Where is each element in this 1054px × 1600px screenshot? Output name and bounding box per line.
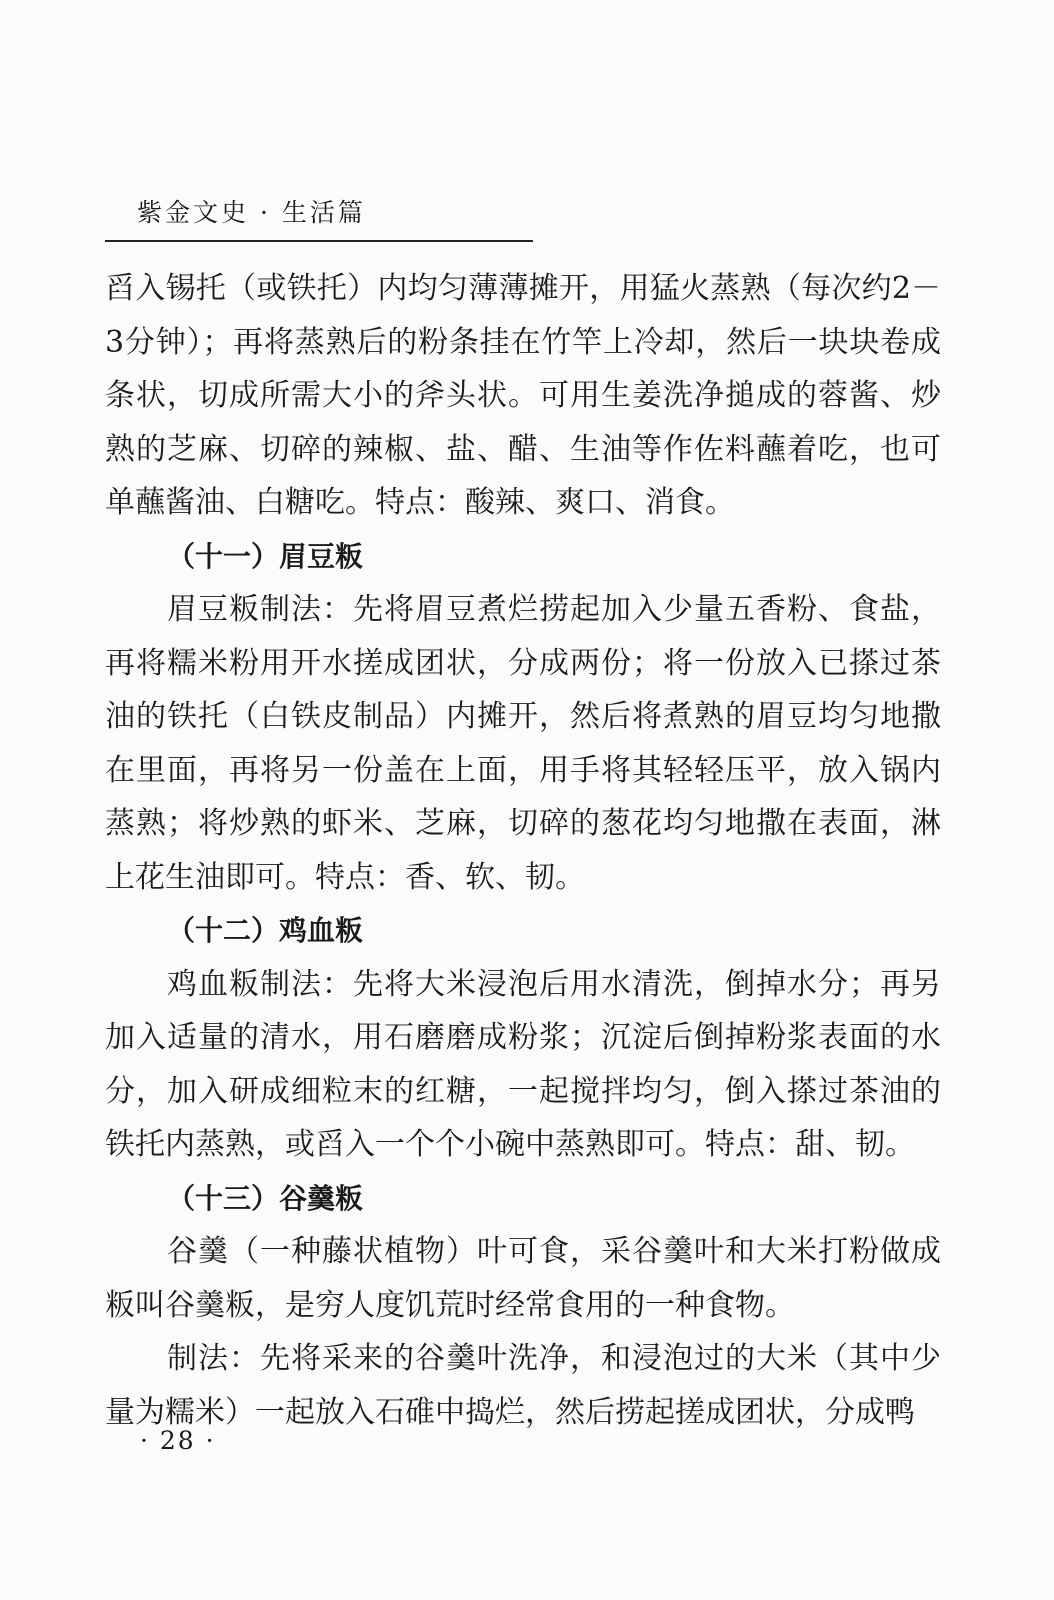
paragraph-meidou-ban: 眉豆粄制法：先将眉豆煮烂捞起加入少量五香粉、食盐，再将糯米粉用开水搓成团状，分成两份；将一份放入已搽过茶油的铁托（白铁皮制品）内摊开，然后将煮熟的眉豆均匀地撒在里面，再将另一份盖在上面，用手将其轻轻压平，放入锅内蒸熟；将炒熟的虾米、芝麻，切碎的葱花均匀地撒在表面，淋上花生油即可。特点：香、软、韧。	[105, 592, 941, 895]
paragraph-gugeng-method: 制法：先将采来的谷羹叶洗净，和浸泡过的大米（其中少量为糯米）一起放入石碓中捣烂，然后捞起搓成团状，分成鸭	[105, 1341, 941, 1430]
body-text	[105, 262, 941, 1439]
paragraph-gugeng-intro: 谷羹（一种藤状植物）叶可食，采谷羹叶和大米打粉做成粄叫谷羹粄，是穷人度饥荒时经常食用的一种食物。	[105, 1234, 941, 1323]
header-rule	[105, 240, 533, 242]
section-heading-13: （十三）谷羹粄	[167, 1181, 364, 1215]
paragraph-jixue-ban: 鸡血粄制法：先将大米浸泡后用水清洗，倒掉水分；再另加入适量的清水，用石磨磨成粉浆；沉淀后倒掉粉浆表面的水分，加入研成细粒末的红糖，一起搅拌均匀，倒入搽过茶油的铁托内蒸熟，或舀入一个个小碗中蒸熟即可。特点：甜、韧。	[105, 966, 941, 1162]
section-heading-12: （十二）鸡血粄	[167, 914, 364, 947]
page-number: · 28 ·	[140, 1426, 216, 1455]
section-heading-11: （十一）眉豆粄	[167, 539, 364, 573]
running-header: 紫金文史 · 生活篇	[137, 198, 366, 227]
paragraph-continued: 舀入锡托（或铁托）内均匀薄薄摊开，用猛火蒸熟（每次约2－3分钟）；再将蒸熟后的粉条挂在竹竿上冷却，然后一块块卷成条状，切成所需大小的斧头状。可用生姜洗净搥成的蓉酱、炒熟的芝麻、切碎的辣椒、盐、醋、生油等作佐料蘸着吃，也可单蘸酱油、白糖吃。特点：酸辣、爽口、消食。	[105, 271, 941, 520]
